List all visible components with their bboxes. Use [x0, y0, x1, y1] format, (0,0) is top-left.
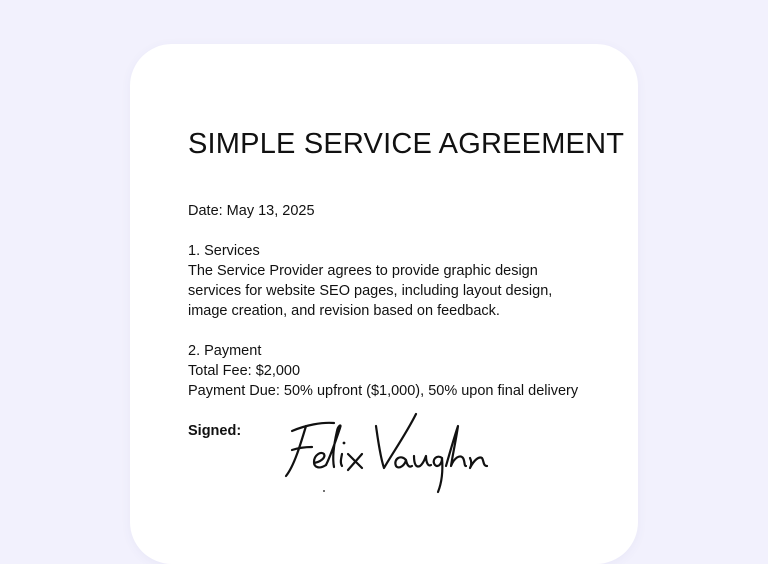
payment-due: Payment Due: 50% upfront ($1,000), 50% upon final delivery [188, 383, 579, 399]
services-text-line: image creation, and revision based on feedback. [188, 303, 500, 319]
payment-heading: 2. Payment [188, 343, 262, 359]
payment-total-fee: Total Fee: $2,000 [188, 363, 301, 379]
services-text-line: The Service Provider agrees to provide graphic design [188, 263, 538, 279]
services-heading: 1. Services [188, 243, 260, 259]
document-title: SIMPLE SERVICE AGREEMENT [188, 128, 625, 160]
services-text-line: services for website SEO pages, including layout design, [188, 283, 553, 299]
agreement-card [130, 44, 638, 564]
signed-label: Signed: [188, 423, 242, 439]
date-line: Date: May 13, 2025 [188, 203, 315, 219]
handwritten-signature [280, 410, 500, 494]
